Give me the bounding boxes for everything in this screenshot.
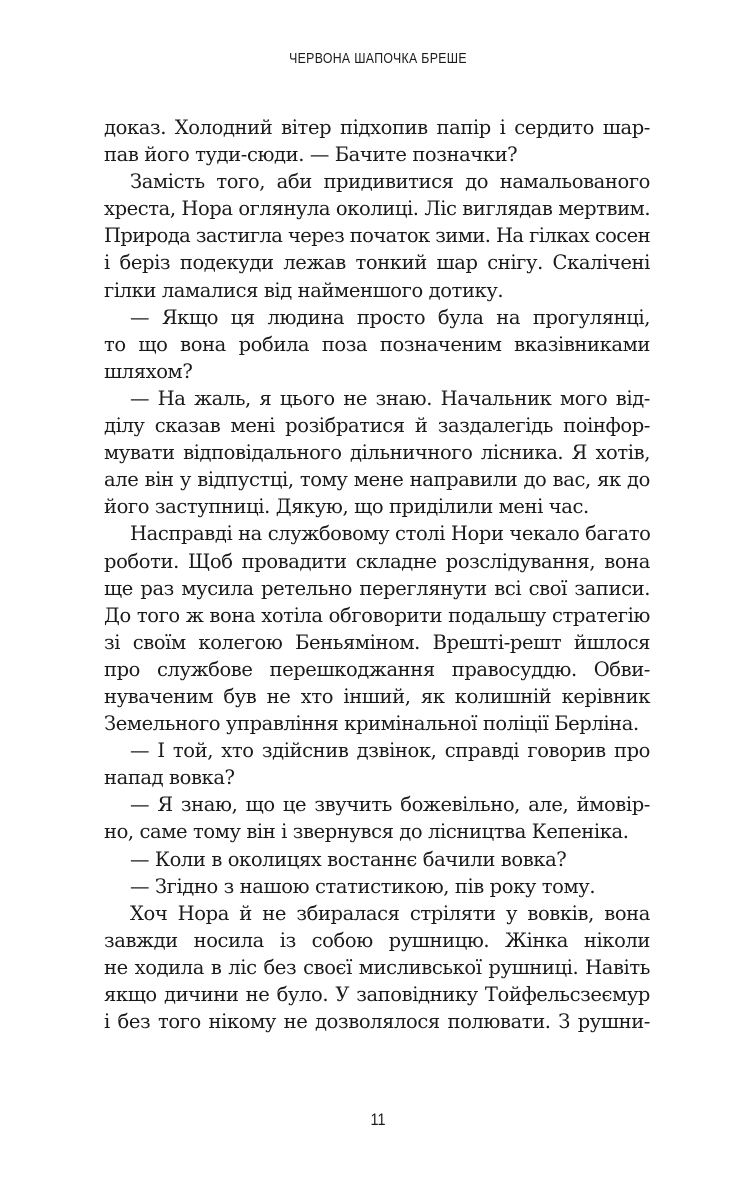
text-line: шляхом? <box>104 359 193 383</box>
text-line: — Згідно з нашою статистикою, пів року тому. <box>130 874 596 898</box>
text-line: Хоч Нора й не збиралася стріляти у вовків, вона <box>130 901 650 925</box>
text-line: Природа застигла через початок зими. На гілках сосен <box>104 224 650 248</box>
running-head: ЧЕРВОНА ШАПОЧКА БРЕШЕ <box>289 50 467 67</box>
text-line: мувати відповідального дільничного лісника. Я хотів, <box>104 441 650 465</box>
text-line: Земельного управління кримінальної поліції Берліна. <box>104 712 639 736</box>
text-line: хреста, Нора оглянула околиці. Ліс виглядав мертвим. <box>104 197 651 221</box>
text-line: ще раз мусила ретельно переглянути всі свої записи. <box>104 576 650 600</box>
text-line: — Якщо ця людина просто була на прогулянці, <box>130 305 650 329</box>
text-line: доказ. Холодний вітер підхопив папір і сердито шар- <box>104 116 650 139</box>
text-line: — Я знаю, що це звучить божевільно, але, ймовір- <box>130 793 650 817</box>
text-line: ділу сказав мені розібратися й заздалегідь поінфор- <box>104 414 650 438</box>
text-line: то що вона робила поза позначеним вказівниками <box>104 332 650 356</box>
text-line: гілки ламалися від найменшого дотику. <box>104 278 504 302</box>
text-line: Замість того, аби придивитися до намальованого <box>130 170 650 194</box>
text-line: завжди носила із собою рушницю. Жінка ніколи <box>104 928 650 952</box>
text-line: — Коли в околицях востаннє бачили вовка? <box>130 847 567 871</box>
text-line: — На жаль, я цього не знаю. Начальник мого від- <box>130 386 650 410</box>
text-line: не ходила в ліс без своєї мисливської рушниці. Навіть <box>104 955 650 979</box>
text-line: про службове перешкоджання правосуддю. Обви- <box>104 657 650 681</box>
body-text <box>104 114 650 1035</box>
text-line: До того ж вона хотіла обговорити подальшу стратегію <box>104 603 650 627</box>
text-line: Насправді на службовому столі Нори чекало багато <box>130 522 651 546</box>
text-line: але він у відпустці, тому мене направили до вас, як до <box>104 468 650 492</box>
text-line: і беріз подекуди лежав тонкий шар снігу. Скалічені <box>104 251 650 275</box>
text-line: нуваченим був не хто інший, як колишній керівник <box>104 684 650 708</box>
text-line: роботи. Щоб провадити складне розслідування, вона <box>104 549 650 573</box>
text-line: його заступниці. Дякую, що приділили мені час. <box>104 495 589 519</box>
text-line: напад вовка? <box>104 766 235 790</box>
text-line: но, саме тому він і звернувся до лісництва Кепеніка. <box>104 820 629 844</box>
text-line: пав його туди-сюди. — Бачите позначки? <box>104 143 518 167</box>
text-line: якщо дичини не було. У заповіднику Тойфельсзеємур <box>104 983 650 1006</box>
text-line: зі своїм колегою Беньяміном. Врешті-решт йшлося <box>104 630 650 654</box>
page-number: 11 <box>370 1110 386 1129</box>
text-line: — І той, хто здійснив дзвінок, справді говорив про <box>130 739 650 763</box>
text-line: і без того нікому не дозволялося полювати. З рушни- <box>104 1010 650 1034</box>
